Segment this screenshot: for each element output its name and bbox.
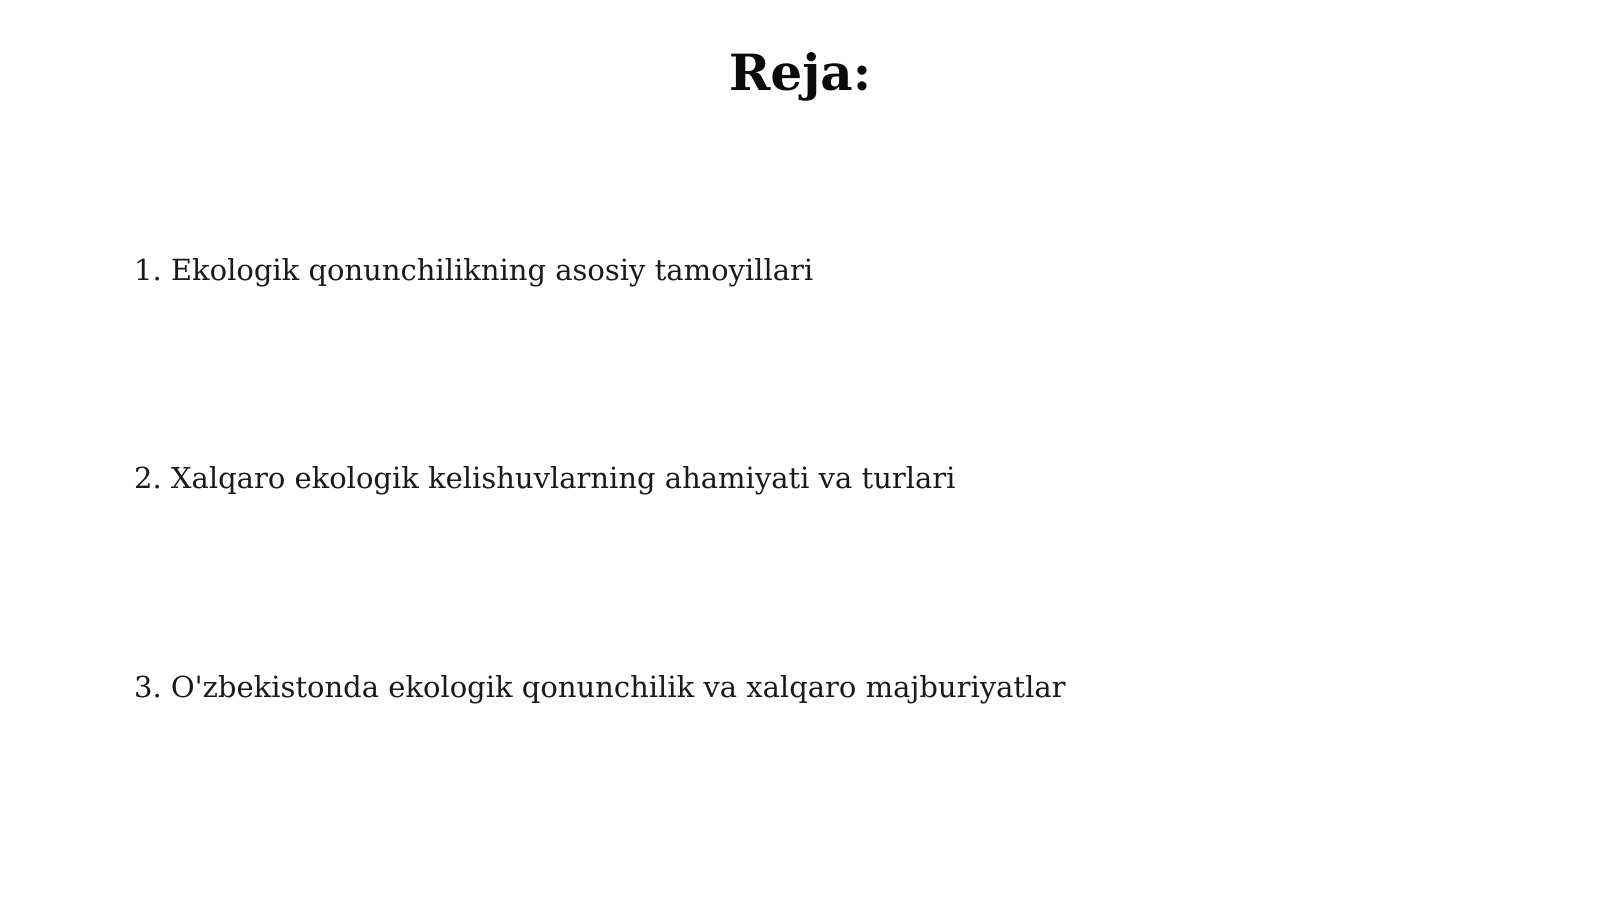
plan-item-1: 1. Ekologik qonunchilikning asosiy tamoyillari — [134, 253, 814, 287]
plan-item-3: 3. O'zbekistonda ekologik qonunchilik va xalqaro majburiyatlar — [134, 670, 1066, 704]
plan-item-2: 2. Xalqaro ekologik kelishuvlarning ahamiyati va turlari — [134, 461, 956, 495]
slide-title: Reja: — [728, 43, 872, 102]
